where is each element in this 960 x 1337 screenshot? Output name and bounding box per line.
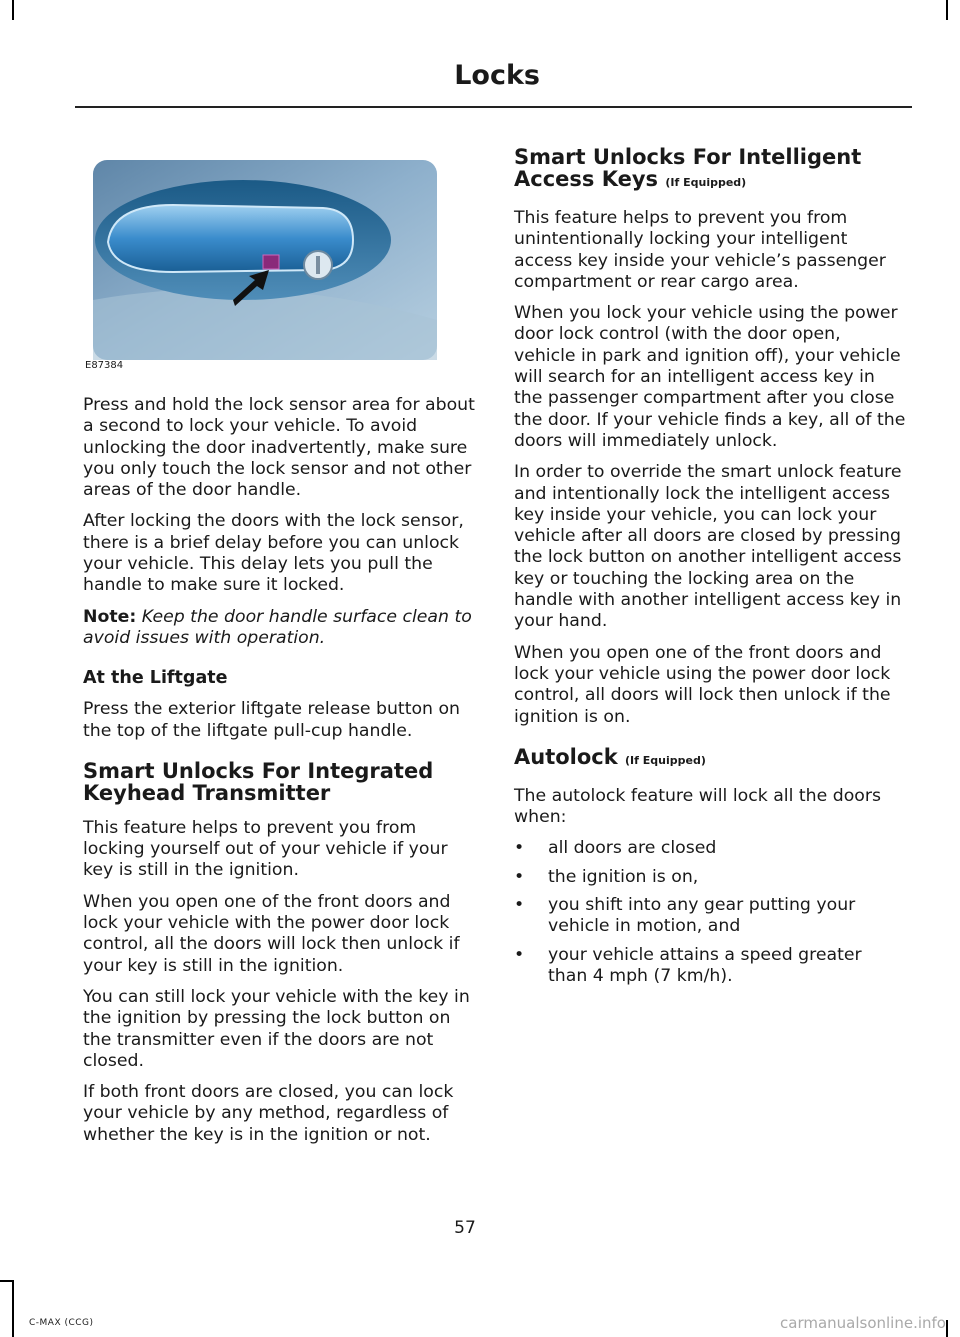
watermark: carmanualsonline.info: [780, 1314, 946, 1332]
list-item: • all doors are closed: [514, 838, 906, 859]
heading-text: Autolock: [514, 744, 618, 769]
section-heading-autolock: [514, 746, 906, 772]
section-heading-iak: [514, 146, 906, 194]
paragraph: After locking the doors with the lock sensor, there is a brief delay before you can unlock your vehicle. This delay lets you pull the handle to make sure it locked.: [83, 511, 464, 596]
note-text: Keep the door handle surface clean to avoid issues with operation.: [83, 606, 472, 648]
figure-code: E87384: [85, 360, 124, 371]
crop-mark: [946, 0, 948, 20]
paragraph: This feature helps to prevent you from unintentionally locking your intelligent access key inside your vehicle’s passenger compartment or rear cargo area.: [514, 208, 886, 292]
equipped-tag: (If Equipped): [625, 753, 706, 767]
list-item: • you shift into any gear putting your vehicle in motion, and: [514, 895, 906, 938]
paragraph: The autolock feature will lock all the doors when:: [514, 785, 881, 828]
page-number: 57: [454, 1218, 476, 1238]
header-rule: [75, 106, 912, 108]
paragraph: This feature helps to prevent you from locking yourself out of your vehicle if your key is still in the ignition.: [83, 817, 448, 881]
list-item: • your vehicle attains a speed greater than 4 mph (7 km/h).: [514, 945, 906, 988]
equipped-tag: (If Equipped): [665, 176, 747, 189]
crop-mark: [12, 0, 14, 20]
crop-mark: [12, 1280, 14, 1337]
note: [83, 607, 475, 650]
paragraph: Press and hold the lock sensor area for about a second to lock your vehicle. To avoid unlocking the door inadvertently, make sure you only touch the lock sensor and not other areas of the door handle.: [83, 395, 475, 501]
paragraph: When you open one of the front doors and lock your vehicle with the power door lock control, all the doors will lock then unlock if your key is still in the ignition.: [83, 891, 460, 976]
section-heading-liftgate: At the Liftgate: [83, 668, 228, 689]
page-title: Locks: [454, 60, 540, 91]
crop-mark: [0, 1280, 14, 1282]
note-label: Note:: [83, 606, 137, 627]
model-label: C-MAX (CCG): [29, 1318, 94, 1328]
paragraph: Press the exterior liftgate release button on the top of the liftgate pull-cup handle.: [83, 699, 461, 741]
door-handle-illustration: [83, 150, 439, 370]
paragraph: In order to override the smart unlock feature and intentionally lock the intelligent access key inside your vehicle, you can lock your vehicle after all doors are closed by pressing the lock button on another intelligent access key or touching the locking area on the handle with another intelligent access key in your hand.: [514, 462, 902, 632]
door-handle-figure: [83, 150, 439, 370]
paragraph: When you open one of the front doors and lock your vehicle using the power door lock control, all doors will lock then unlock if the ignition is on.: [514, 642, 891, 727]
right-column: [514, 146, 906, 994]
left-column: [83, 150, 475, 1156]
autolock-conditions-list: [514, 838, 906, 987]
heading-text: Smart Unlocks For Intelligent Access Keys: [514, 145, 862, 191]
paragraph: You can still lock your vehicle with the key in the ignition by pressing the lock button on the transmitter even if the doors are not closed.: [83, 986, 470, 1071]
paragraph: When you lock your vehicle using the power door lock control (with the door open, vehicle in park and ignition off), your vehicle will search for an intelligent access key in the passenger compartment after you close the door. If your vehicle finds a key, all of the doors will immediately unlock.: [514, 303, 906, 451]
crop-mark: [946, 1320, 948, 1337]
section-heading-ikt: Smart Unlocks For Integrated Keyhead Transmitter: [83, 758, 434, 805]
list-item: • the ignition is on,: [514, 867, 906, 888]
paragraph: If both front doors are closed, you can lock your vehicle by any method, regardless of whether the key is in the ignition or not.: [83, 1082, 454, 1145]
